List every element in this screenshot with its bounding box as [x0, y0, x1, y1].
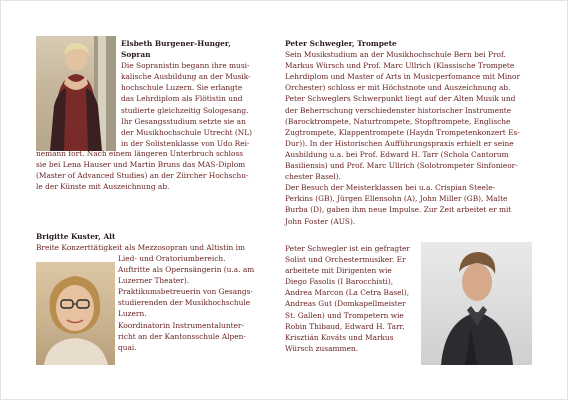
- bio-line: Markus Würsch und Prof. Marc Ullrich (Klassische Trompete: [285, 61, 515, 71]
- peter-name: Peter Schwegler, Trompete: [285, 39, 397, 48]
- bio-line: John Foster (AUS).: [285, 216, 356, 226]
- bio-line: chester Basel).: [285, 172, 341, 182]
- bio-line: studierte gleichzeitig Sologesang.: [121, 105, 249, 115]
- bio-line: hochschule Luzern. Sie erlangte: [121, 83, 243, 93]
- bio-line: Solist und Orchestermusiker. Er: [285, 255, 406, 265]
- elsbeth-name: Elsbeth Burgener-Hunger,: [121, 39, 231, 48]
- bio-line: das Lehrdiplom als Flötistin und: [121, 94, 243, 104]
- bio-line: Breite Konzerttätigkeit als Mezzosopran und Altistin im: [36, 243, 246, 252]
- bio-line: Peter Schweglers Schwerpunkt liegt auf der Alten Musik und: [285, 94, 516, 104]
- bio-line: Diego Fasolis (I Barocchisti),: [285, 277, 394, 287]
- bio-line: (Master of Advanced Studies) an der Zürcher Hochschu-: [36, 171, 249, 181]
- elsbeth-bio-full: [36, 148, 249, 192]
- bio-line: Zugtrompete, Klappentrompete (Haydn Trompetenkonzert Es-: [285, 127, 520, 137]
- bio-line: quai.: [118, 342, 137, 352]
- bio-line: Andreas Gut (Domkapellmeister: [285, 299, 406, 309]
- bio-line: Luzern.: [118, 309, 147, 319]
- bio-line: richt an der Kantonsschule Alpen-: [118, 331, 246, 341]
- elsbeth-bio-side: [121, 38, 252, 149]
- bio-line: nemann fort. Nach einem längeren Unterbruch schloss: [36, 149, 244, 158]
- bio-line: Robin Thibaud, Edward H. Tarr,: [285, 321, 405, 331]
- bio-line: der Musikhochschule Utrecht (NL): [121, 127, 253, 137]
- bio-line: Koordinatorin Instrumentalunter-: [118, 320, 244, 330]
- bio-line: Die Sopranistin begann ihre musi-: [121, 61, 250, 71]
- bio-line: Krisztián Kováts und Markus: [285, 332, 394, 342]
- bio-line: arbeitete mit Dirigenten wie: [285, 266, 392, 276]
- bio-line: le der Künste mit Auszeichnung ab.: [36, 182, 170, 192]
- brigitte-name: Brigitte Kuster, Alt: [36, 232, 116, 241]
- peter-photo: [421, 242, 532, 365]
- bio-line: Orchester) schloss er mit Höchstnote und Auszeichnung ab.: [285, 83, 511, 93]
- bio-line: Praktikumsbetreuerin von Gesangs-: [118, 287, 253, 297]
- bio-line: Perkins (GB), Jürgen Ellensohn (A), John Miller (GB), Malte: [285, 194, 508, 204]
- peter-bio-full: [285, 38, 520, 227]
- elsbeth-role: Sopran: [121, 50, 151, 60]
- bio-line: St. Gallen) und Trompetern wie: [285, 310, 404, 320]
- bio-line: in der Solistenklasse von Udo Rei-: [121, 138, 250, 148]
- bio-line: Lied- und Oratoriumbereich.: [118, 254, 226, 263]
- bio-line: Ihr Gesangsstudium setzte sie an: [121, 116, 246, 126]
- bio-line: Peter Schwegler ist ein gefragter: [285, 244, 410, 253]
- brigitte-photo: [36, 262, 115, 365]
- bio-line: Auftritte als Opernsängerin (u.a. am: [118, 265, 255, 275]
- brigitte-bio-side: [118, 253, 254, 353]
- bio-line: Würsch zusammen.: [285, 343, 358, 353]
- bio-line: Dur)). In der Historischen Aufführungspraxis erhielt er seine: [285, 138, 514, 148]
- bio-line: sie bei Lena Hauser und Martin Bruns das MAS-Diplom: [36, 160, 246, 170]
- peter-bio-side: [285, 243, 410, 354]
- bio-line: Der Besuch der Meisterklassen bei u.a. Crispian Steele-: [285, 183, 496, 193]
- bio-line: (Barocktrompete, Naturtrompete, Stopftrompete, Englische: [285, 116, 511, 126]
- bio-line: Burba (D), gaben ihm neue Impulse. Zur Zeit arbeitet er mit: [285, 205, 512, 215]
- bio-line: Sein Musikstudium an der Musikhochschule Bern bei Prof.: [285, 50, 506, 60]
- brigitte-bio-first: [36, 242, 245, 253]
- bio-line: Basiliensis) und Prof. Marc Ullrich (Solotrompeter Sinfonieor-: [285, 161, 518, 171]
- brigitte-heading: [36, 231, 115, 242]
- bio-line: Lehrdiplom und Master of Arts in Musicperfomance mit Minor: [285, 72, 520, 82]
- bio-line: kalische Ausbildung an der Musik-: [121, 72, 251, 82]
- bio-line: studierenden der Musikhochschule: [118, 298, 251, 308]
- bio-line: Ausbildung u.a. bei Prof. Edward H. Tarr (Schola Cantorum: [285, 149, 509, 159]
- bio-line: Luzerner Theater).: [118, 276, 190, 286]
- elsbeth-photo: [36, 36, 116, 151]
- bio-line: der Beherrschung verschiedenster historischer Instrumente: [285, 105, 512, 115]
- bio-line: Andrea Marcon (La Cetra Basel),: [285, 288, 410, 298]
